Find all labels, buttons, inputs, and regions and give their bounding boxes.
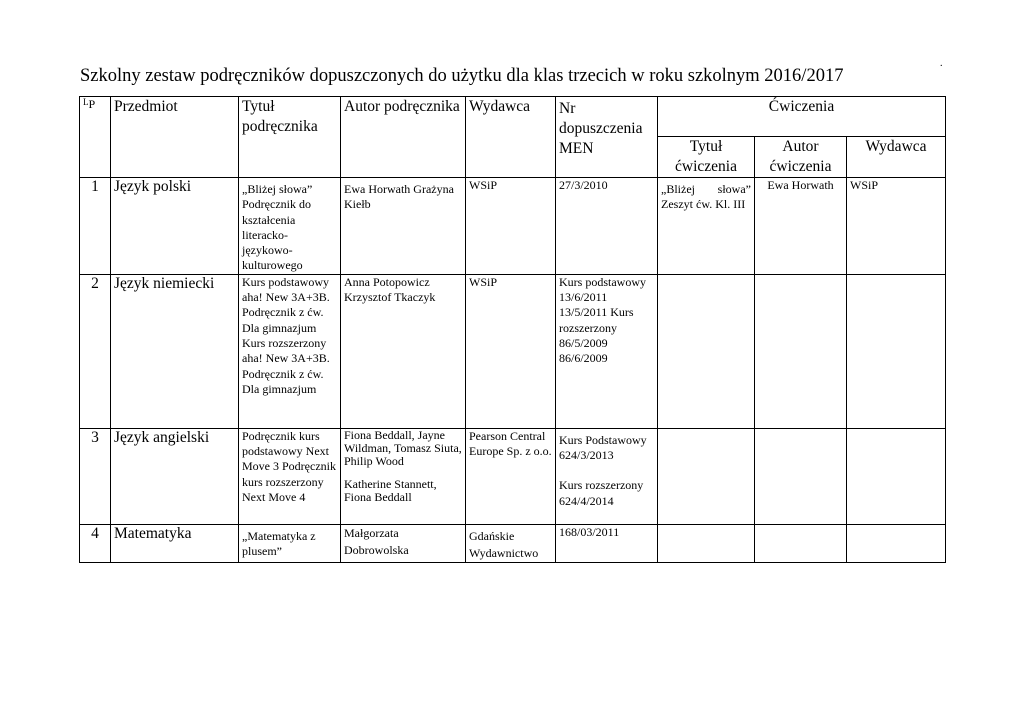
row-tytul-cwiczenia: [658, 274, 755, 428]
header-lp: $^L$P: [80, 97, 111, 178]
header-tytul-cwiczenia: Tytuł ćwiczenia: [658, 137, 755, 178]
row-autor-cwiczenia: Ewa Horwath: [755, 178, 847, 275]
row-przedmiot: Język polski: [111, 178, 239, 275]
row-przedmiot: Język niemiecki: [111, 274, 239, 428]
row-wydawca-cwiczenia: WSiP: [847, 178, 946, 275]
row-tytul: Kurs podstawowy aha! New 3A+3B. Podręcznik z ćw. Dla gimnazjum Kurs rozszerzony aha! New 3A+3B. Podręcznik z ćw. Dla gimnazjum: [239, 274, 341, 428]
row-autor: Małgorzata Dobrowolska: [341, 524, 466, 562]
header-nr-dopuszczenia: Nr dopuszczenia MEN: [556, 97, 658, 178]
row-tytul: „Matematyka z plusem”: [239, 524, 341, 562]
row-tytul-cwiczenia: „Bliżej słowa” Zeszyt ćw. Kl. III: [658, 178, 755, 275]
row-tytul: Podręcznik kurs podstawowy Next Move 3 Podręcznik kurs rozszerzony Next Move 4: [239, 428, 341, 524]
row-wydawca: Pearson Central Europe Sp. z o.o.: [466, 428, 556, 524]
row-wydawca: WSiP: [466, 274, 556, 428]
row-przedmiot: Język angielski: [111, 428, 239, 524]
corner-dot: .: [940, 58, 943, 69]
row-lp: 4: [80, 524, 111, 562]
row-wydawca-cwiczenia: [847, 428, 946, 524]
textbook-table: [79, 96, 946, 563]
table-row: [80, 428, 946, 524]
row-lp: 3: [80, 428, 111, 524]
row-autor-cwiczenia: [755, 274, 847, 428]
page-title: Szkolny zestaw podręczników dopuszczonych do użytku dla klas trzecich w roku szkolnym 2016/2017: [80, 66, 844, 86]
row-tytul: „Bliżej słowa” Podręcznik do kształcenia literacko-językowo-kulturowego: [239, 178, 341, 275]
row-wydawca-cwiczenia: [847, 274, 946, 428]
row-wydawca-cwiczenia: [847, 524, 946, 562]
row-lp: 1: [80, 178, 111, 275]
row-lp: 2: [80, 274, 111, 428]
header-cwiczenia: Ćwiczenia: [658, 97, 946, 137]
table-row: [80, 178, 946, 275]
header-wydawca: Wydawca: [466, 97, 556, 178]
row-nr: Kurs Podstawowy 624/3/2013 Kurs rozszerzony 624/4/2014: [556, 428, 658, 524]
row-autor: Anna Potopowicz Krzysztof Tkaczyk: [341, 274, 466, 428]
header-autor: Autor podręcznika: [341, 97, 466, 178]
header-przedmiot: Przedmiot: [111, 97, 239, 178]
row-nr: Kurs podstawowy 13/6/2011 13/5/2011 Kurs rozszerzony 86/5/2009 86/6/2009: [556, 274, 658, 428]
header-wydawca-cwiczenia: Wydawca: [847, 137, 946, 178]
header-autor-cwiczenia: Autor ćwiczenia: [755, 137, 847, 178]
row-autor: Ewa Horwath Grażyna Kiełb: [341, 178, 466, 275]
row-nr: 27/3/2010: [556, 178, 658, 275]
row-przedmiot: Matematyka: [111, 524, 239, 562]
row-wydawca: Gdańskie Wydawnictwo: [466, 524, 556, 562]
row-nr: 168/03/2011: [556, 524, 658, 562]
row-wydawca: WSiP: [466, 178, 556, 275]
table-row: [80, 524, 946, 562]
row-autor-cwiczenia: [755, 428, 847, 524]
row-tytul-cwiczenia: [658, 428, 755, 524]
row-autor: Fiona Beddall, Jayne Wildman, Tomasz Siuta, Philip Wood Katherine Stannett, Fiona Beddall: [341, 428, 466, 524]
row-autor-cwiczenia: [755, 524, 847, 562]
row-tytul-cwiczenia: [658, 524, 755, 562]
header-tytul: Tytuł podręcznika: [239, 97, 341, 178]
table-row: [80, 274, 946, 428]
